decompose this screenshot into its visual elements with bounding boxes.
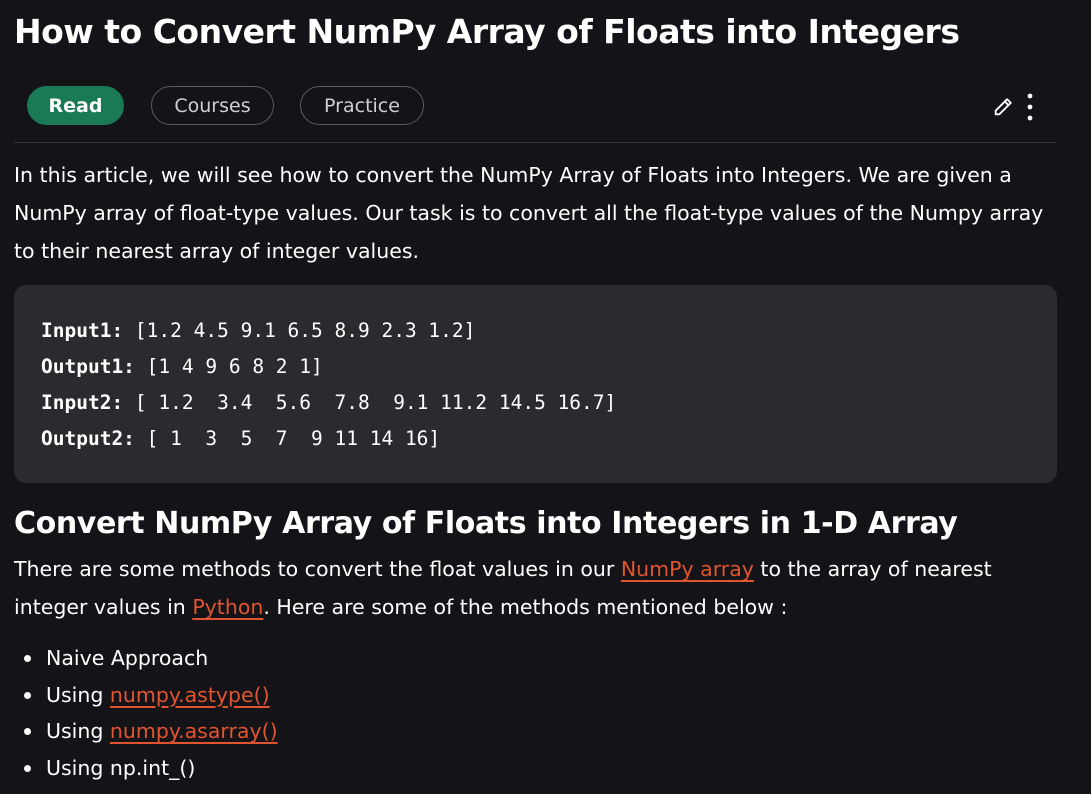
code-label: Output1: (41, 355, 135, 378)
section-heading: Convert NumPy Array of Floats into Integers in 1-D Array (14, 506, 958, 541)
methods-list (24, 640, 278, 786)
tab-read[interactable]: Read (27, 86, 124, 125)
code-label: Input1: (41, 319, 124, 342)
section-text: . Here are some of the methods mentioned below : (263, 595, 788, 619)
list-item (24, 640, 278, 677)
section-text: to the array of nearest integer values in (14, 557, 992, 619)
code-value: [ 1 3 5 7 9 11 14 16] (134, 427, 441, 450)
code-line (41, 427, 440, 450)
numpy-asarray-link[interactable]: numpy.asarray() (109, 719, 278, 743)
pencil-icon[interactable] (992, 96, 1014, 122)
code-line (41, 355, 323, 378)
code-label: Output2: (41, 427, 135, 450)
section-text: There are some methods to convert the float values in our (14, 557, 621, 581)
tab-practice[interactable]: Practice (300, 86, 424, 125)
numpy-array-link[interactable]: NumPy array (620, 557, 754, 581)
method-text: Using (46, 719, 110, 743)
list-item (24, 750, 278, 787)
example-code-block (14, 285, 1057, 483)
tab-courses[interactable]: Courses (151, 86, 274, 125)
code-value: [1.2 4.5 9.1 6.5 8.9 2.3 1.2] (123, 319, 476, 342)
code-label: Input2: (41, 391, 124, 414)
method-text: Naive Approach (46, 646, 209, 670)
list-item (24, 713, 278, 750)
method-text: Using np.int_() (46, 755, 196, 780)
code-line (41, 319, 475, 342)
python-link[interactable]: Python (192, 595, 264, 619)
code-value: [1 4 9 6 8 2 1] (134, 355, 323, 378)
method-text: Using (46, 682, 110, 707)
page-title: How to Convert NumPy Array of Floats into Integers (14, 12, 960, 51)
numpy-astype-link[interactable]: numpy.astype() (109, 682, 270, 707)
article-tabbar (14, 86, 1057, 143)
code-line (41, 391, 616, 414)
vertical-ellipsis-icon[interactable] (1026, 92, 1034, 126)
intro-paragraph: In this article, we will see how to convert the NumPy Array of Floats into Integers. We are given a NumPy array of float-type values. Our task is to convert all the float-type values of the Numpy array to their nearest array of integer values. (14, 163, 1044, 263)
section-paragraph (14, 550, 1057, 626)
list-item (24, 677, 278, 714)
code-value: [ 1.2 3.4 5.6 7.8 9.1 11.2 14.5 16.7] (123, 391, 617, 414)
